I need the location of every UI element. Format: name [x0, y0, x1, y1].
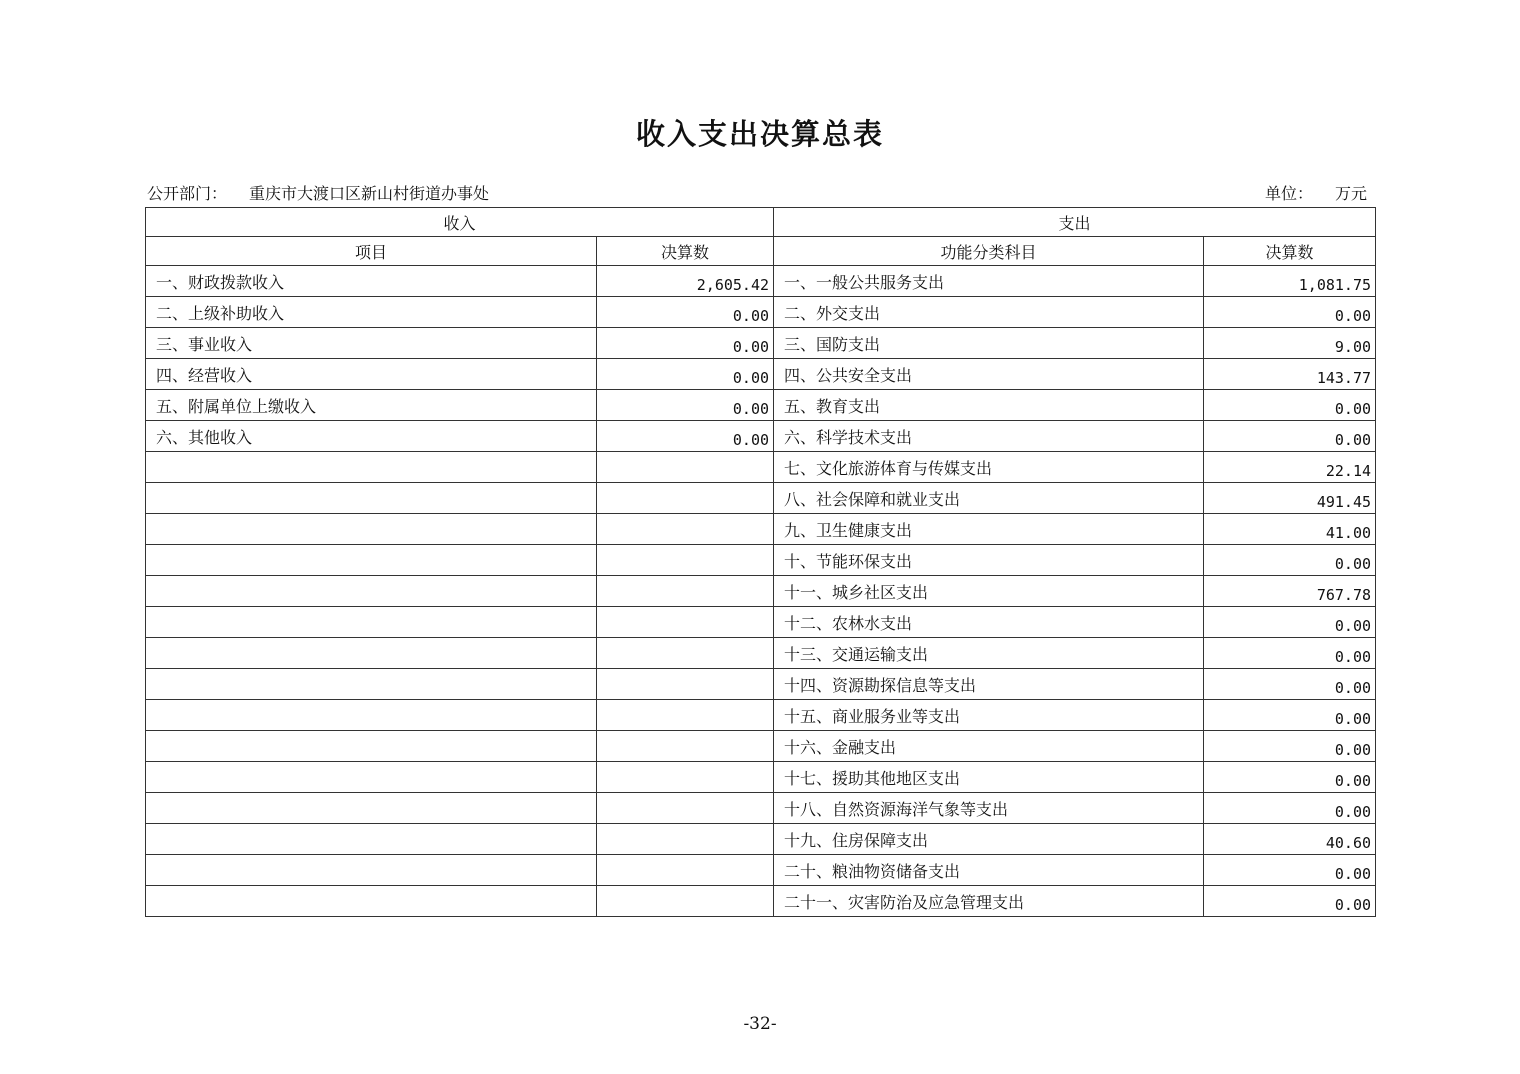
expense-item-cell: 十二、农林水支出: [774, 607, 1204, 638]
income-section-header: 收入: [146, 208, 774, 237]
expense-item-cell: 四、公共安全支出: [774, 359, 1204, 390]
expense-item-cell: 十四、资源勘探信息等支出: [774, 669, 1204, 700]
table-row: [146, 669, 1376, 700]
income-amount-cell: 0.00: [597, 359, 774, 390]
table-row: [146, 545, 1376, 576]
column-header-income-amount: 决算数: [597, 237, 774, 266]
expense-item-cell: 五、教育支出: [774, 390, 1204, 421]
table-row: [146, 762, 1376, 793]
table-row: [146, 421, 1376, 452]
income-item-cell: 四、经营收入: [146, 359, 597, 390]
expense-amount-cell: 491.45: [1204, 483, 1376, 514]
column-header-row: [146, 237, 1376, 266]
expense-item-cell: 十七、援助其他地区支出: [774, 762, 1204, 793]
expense-amount-cell: 0.00: [1204, 545, 1376, 576]
income-amount-cell: [597, 669, 774, 700]
income-amount-cell: [597, 824, 774, 855]
income-item-cell: [146, 514, 597, 545]
income-amount-cell: [597, 576, 774, 607]
expense-item-cell: 二十、粮油物资储备支出: [774, 855, 1204, 886]
expense-item-cell: 二十一、灾害防治及应急管理支出: [774, 886, 1204, 917]
income-item-cell: 一、财政拨款收入: [146, 266, 597, 297]
income-amount-cell: [597, 638, 774, 669]
income-amount-cell: [597, 607, 774, 638]
table-row: [146, 824, 1376, 855]
income-amount-cell: [597, 793, 774, 824]
expense-amount-cell: 0.00: [1204, 855, 1376, 886]
unit-info: [1265, 181, 1367, 204]
table-row: [146, 638, 1376, 669]
income-amount-cell: [597, 762, 774, 793]
department-label: 公开部门：: [147, 184, 228, 203]
income-amount-cell: [597, 700, 774, 731]
table-row: [146, 731, 1376, 762]
table-body: [146, 266, 1376, 917]
department-info: [147, 181, 489, 204]
expense-amount-cell: 767.78: [1204, 576, 1376, 607]
income-item-cell: 三、事业收入: [146, 328, 597, 359]
income-amount-cell: [597, 514, 774, 545]
table-row: [146, 297, 1376, 328]
income-item-cell: [146, 669, 597, 700]
expense-item-cell: 一、一般公共服务支出: [774, 266, 1204, 297]
column-header-item: 项目: [146, 237, 597, 266]
income-item-cell: [146, 483, 597, 514]
expense-amount-cell: 0.00: [1204, 793, 1376, 824]
table-row: [146, 576, 1376, 607]
expense-amount-cell: 0.00: [1204, 886, 1376, 917]
expense-item-cell: 十五、商业服务业等支出: [774, 700, 1204, 731]
unit-label: 单位：: [1265, 184, 1314, 203]
income-amount-cell: [597, 855, 774, 886]
expense-amount-cell: 41.00: [1204, 514, 1376, 545]
expense-amount-cell: 0.00: [1204, 638, 1376, 669]
income-amount-cell: [597, 731, 774, 762]
income-amount-cell: 2,605.42: [597, 266, 774, 297]
expense-item-cell: 三、国防支出: [774, 328, 1204, 359]
income-amount-cell: [597, 452, 774, 483]
page-number: -32-: [743, 1014, 777, 1034]
expense-amount-cell: 0.00: [1204, 297, 1376, 328]
expense-amount-cell: 0.00: [1204, 390, 1376, 421]
table-row: [146, 266, 1376, 297]
table-row: [146, 886, 1376, 917]
expense-item-cell: 二、外交支出: [774, 297, 1204, 328]
table-row: [146, 328, 1376, 359]
income-amount-cell: 0.00: [597, 421, 774, 452]
expense-item-cell: 七、文化旅游体育与传媒支出: [774, 452, 1204, 483]
income-amount-cell: [597, 545, 774, 576]
table-row: [146, 390, 1376, 421]
table-row: [146, 607, 1376, 638]
expense-amount-cell: 0.00: [1204, 607, 1376, 638]
section-header-row: [146, 208, 1376, 237]
income-amount-cell: 0.00: [597, 297, 774, 328]
income-item-cell: [146, 638, 597, 669]
income-item-cell: 六、其他收入: [146, 421, 597, 452]
income-amount-cell: [597, 483, 774, 514]
expense-item-cell: 十、节能环保支出: [774, 545, 1204, 576]
table-row: [146, 700, 1376, 731]
expense-amount-cell: 0.00: [1204, 421, 1376, 452]
expense-amount-cell: 0.00: [1204, 762, 1376, 793]
expense-amount-cell: 1,081.75: [1204, 266, 1376, 297]
expense-item-cell: 九、卫生健康支出: [774, 514, 1204, 545]
budget-table: [145, 207, 1376, 917]
table-row: [146, 483, 1376, 514]
table-header: [146, 208, 1376, 266]
expense-amount-cell: 22.14: [1204, 452, 1376, 483]
expense-item-cell: 十九、住房保障支出: [774, 824, 1204, 855]
expense-item-cell: 十六、金融支出: [774, 731, 1204, 762]
income-item-cell: [146, 607, 597, 638]
expense-item-cell: 十一、城乡社区支出: [774, 576, 1204, 607]
expense-item-cell: 十八、自然资源海洋气象等支出: [774, 793, 1204, 824]
column-header-expense-amount: 决算数: [1204, 237, 1376, 266]
expense-item-cell: 十三、交通运输支出: [774, 638, 1204, 669]
table-row: [146, 855, 1376, 886]
expense-section-header: 支出: [774, 208, 1376, 237]
table-row: [146, 359, 1376, 390]
income-item-cell: [146, 545, 597, 576]
department-name: 重庆市大渡口区新山村街道办事处: [249, 184, 490, 203]
income-item-cell: [146, 700, 597, 731]
income-item-cell: [146, 731, 597, 762]
table-row: [146, 793, 1376, 824]
income-item-cell: [146, 762, 597, 793]
table-row: [146, 452, 1376, 483]
income-item-cell: [146, 793, 597, 824]
expense-amount-cell: 9.00: [1204, 328, 1376, 359]
income-item-cell: [146, 855, 597, 886]
expense-amount-cell: 143.77: [1204, 359, 1376, 390]
expense-amount-cell: 40.60: [1204, 824, 1376, 855]
income-amount-cell: 0.00: [597, 390, 774, 421]
unit-value: 万元: [1335, 184, 1368, 203]
page-title: 收入支出决算总表: [635, 117, 884, 151]
income-item-cell: 二、上级补助收入: [146, 297, 597, 328]
income-amount-cell: [597, 886, 774, 917]
expense-item-cell: 八、社会保障和就业支出: [774, 483, 1204, 514]
expense-amount-cell: 0.00: [1204, 731, 1376, 762]
column-header-function: 功能分类科目: [774, 237, 1204, 266]
income-item-cell: [146, 452, 597, 483]
expense-amount-cell: 0.00: [1204, 700, 1376, 731]
income-item-cell: [146, 576, 597, 607]
income-amount-cell: 0.00: [597, 328, 774, 359]
expense-amount-cell: 0.00: [1204, 669, 1376, 700]
income-item-cell: [146, 886, 597, 917]
income-item-cell: [146, 824, 597, 855]
expense-item-cell: 六、科学技术支出: [774, 421, 1204, 452]
income-item-cell: 五、附属单位上缴收入: [146, 390, 597, 421]
table-row: [146, 514, 1376, 545]
